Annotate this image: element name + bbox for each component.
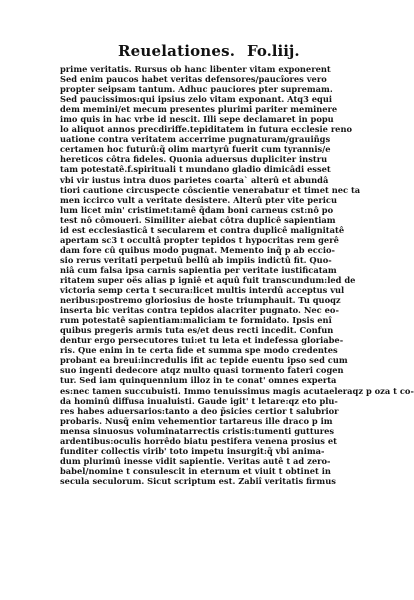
text-line: Sed enim paucos habet veritas defensores/paucîores vero [60, 74, 327, 85]
text-line: Sed paucissimos:qui ipsius zelo vitam exponant. Atq3 equi [60, 94, 333, 105]
text-line: lo aliquot annos precdiriffe.tepiditatem in futura ecclesie reno [60, 124, 353, 135]
text-line: funditer collectis virib' toto impetu insurgit:q̃ vbi anima- [60, 445, 325, 456]
text-line: tiori cautione circuspecte côscientie venerabatur et timet nec ta [60, 184, 361, 195]
text-line: niâ cum falsa ipsa carnis sapientia per veritate iustificatam [60, 264, 337, 275]
text-line: inserta bic veritas contra tepidos alacriter pugnato. Nec eo- [60, 305, 339, 316]
text-line: da hominû diffusa inualuisti. Gaude igit' t letare:qz eto plu- [60, 395, 338, 406]
text-line: secula seculorum. Sicut scriptum est. Zabiî veritatis firmus [60, 475, 336, 486]
text-line: id est ecclesiasticâ t secularem et contra duplicê malignitatê [60, 224, 345, 235]
text-line: victoria semp certa t secura:licet multis interdû acceptus vul [60, 285, 345, 296]
text-line: ritatem super oës alias p igniê et aquû fuit transcundum:led de [60, 274, 356, 285]
text-line: men iccirco vult a veritate desistere. Alterû pter vite pericu [60, 194, 337, 205]
text-line: probaris. Nusq̃ enim vehementior tartareus ille draco p im [60, 415, 333, 426]
text-line: vbi vir iustus intra duos parietes coarta` alterû et abundâ [60, 174, 329, 185]
text-line: mensa sinuosus voluminatarrectis cristis:tumenti guttures [60, 425, 335, 436]
text-line: res habes aduersarios:tanto a deo p̃sicies certior t salubrior [60, 405, 339, 416]
page-header [108, 42, 338, 64]
folio-number: Fo.liij. [247, 42, 300, 60]
text-line: uatione contra veritatem accerrime pugnaturam/grauiñgs [60, 134, 331, 145]
text-line: ardentibus:oculis horrêdo biatu pestifera venena prosius et [60, 435, 337, 446]
text-line: probant ea breui:incredulis ifit ac tepide euentu ipso sed cum [60, 355, 348, 366]
text-line: imo quis in hac vrbe id nescit. Illi sepe declamaret in popu [60, 114, 334, 125]
text-line: certamen hoc futurû:q̃ olim martyrû fuerit cum tyrannis/e [60, 144, 331, 155]
text-line: prime veritatis. Rursus ob hanc libenter vitam exponerent [60, 64, 331, 74]
text-line: dem memini/et mecum presentes plurimi pariter meminere [60, 104, 338, 115]
text-line: dentur ergo persecutores tui:et tu leta et indefessa gloriabe- [60, 335, 344, 346]
text-line: neribus:postremo gloriosius de hoste triumphauit. Tu quoqz [60, 295, 341, 306]
text-line: dum plurimû inesse vidit sapientie. Veritas autê t ad zero- [60, 455, 331, 466]
running-title: Reuelationes. [118, 42, 236, 60]
text-line: tam potestatê.f.spirituali t mundano gladio dimicâdi esset [60, 164, 331, 175]
text-line: suo ingenti dedecore atqz multo quasi tormento fateri cogen [60, 365, 344, 376]
text-line: apertam sc3 t occultâ propter tepidos t hypocritas rem gerê [60, 234, 339, 245]
text-line: lum licet min' cristimet:tamê q̃dam boni carneus cst:nô po [60, 204, 334, 215]
text-line: hereticos côtra fideles. Quonia aduersus dupliciter instru [60, 154, 328, 165]
text-line: sio rerus veritati perpetuû bellû ab impiis indictû fit. Quo- [60, 254, 332, 265]
text-line: propter seipsam tantum. Adhuc pauciores pter supremam. [60, 84, 333, 95]
text-line: ris. Que enim in te certa fide et summa spe modo credentes [60, 345, 338, 356]
text-line: es:nec tamen succubuisti. Immo tenuissimus magis acutaeleraqz p oza t co- [60, 385, 414, 396]
body-text [60, 64, 414, 486]
text-line: babel/nomine t consulescit in eternum et viuit t obtinet in [60, 465, 331, 476]
text-line: quibus pregeris armis tuta es/et deus recti incedit. Confun [60, 325, 334, 336]
text-line: tur. Sed iam quinquennium illoz in te conat' omnes experta [60, 375, 337, 386]
text-line: rum potestatê sapientiam:maliciam te formidato. Ipsis enî [60, 315, 332, 326]
text-line: dam fore cû quibus modo pugnat. Memento inq̃ p ab eccio- [60, 244, 335, 255]
text-line: test nô cômoueri. Similiter aiebat côtra duplicê sapientiam [60, 214, 336, 225]
